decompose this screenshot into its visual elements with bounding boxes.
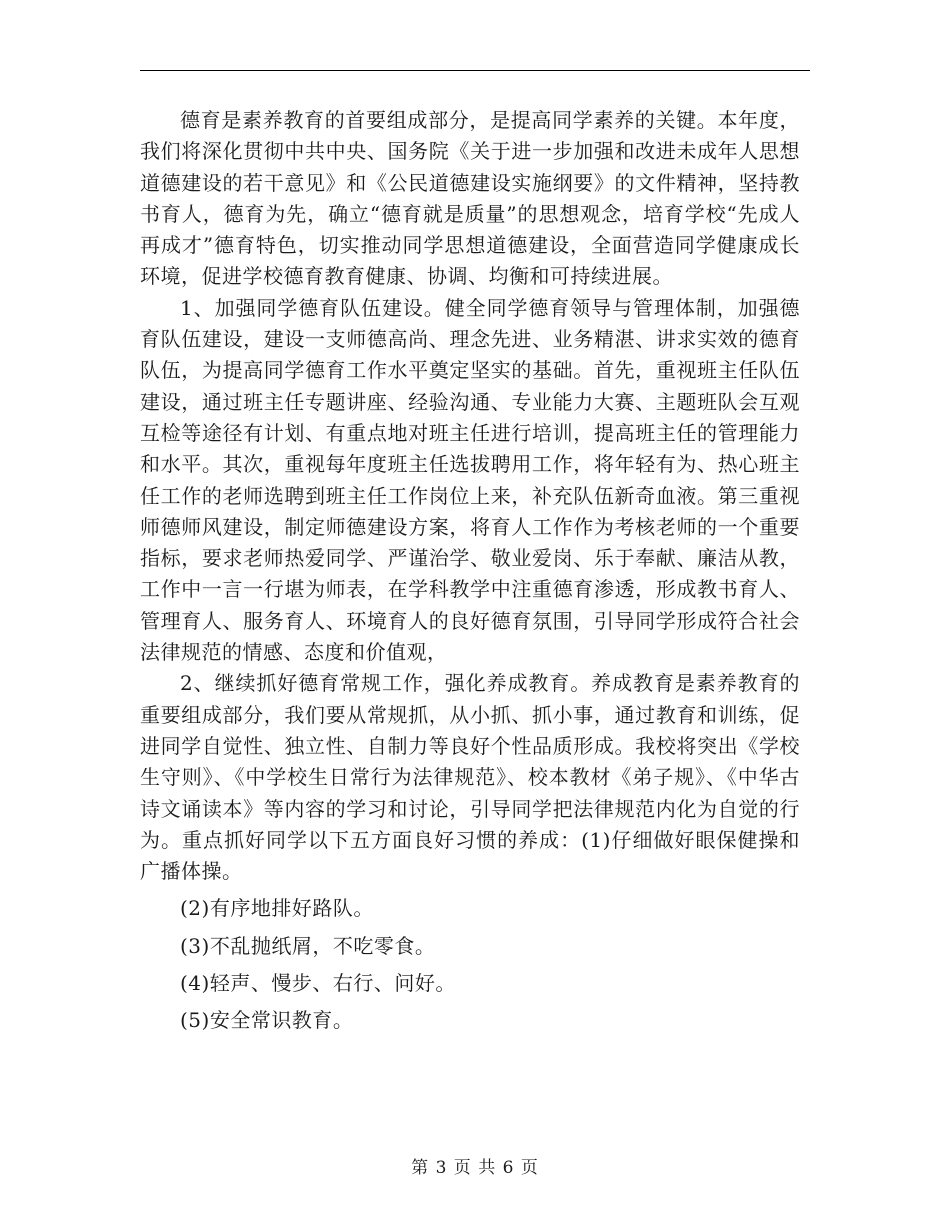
page-number: 第 3 页 共 6 页 [411, 1158, 539, 1178]
habit-item-5: (5)安全常识教育。 [180, 1008, 354, 1033]
document-body [140, 105, 800, 1037]
section-1-paragraph: 1、加强同学德育队伍建设。健全同学德育领导与管理体制，加强德育队伍建设，建设一支师德高尚、理念先进、业务精湛、讲求实效的德育队伍，为提高同学德育工作水平奠定坚实的基础。首先，重视班主任队伍建设，通过班主任专题讲座、经验沟通、专业能力大赛、主题班队会互观互检等途径有计划、有重点地对班主任进行培训，提高班主任的管理能力和水平。其次，重视每年度班主任选拔聘用工作，将年轻有为、热心班主任工作的老师选聘到班主任工作岗位上来，补充队伍新奇血液。第三重视师德师风建设，制定师德建设方案，将育人工作作为考核老师的一个重要指标，要求老师热爱同学、严谨治学、敬业爱岗、乐于奉献、廉洁从教，工作中一言一行堪为师表，在学科教学中注重德育渗透，形成教书育人、管理育人、服务育人、环境育人的良好德育氛围，引导同学形成符合社会法律规范的情感、态度和价值观， [140, 295, 800, 665]
habit-item-4: (4)轻声、慢步、右行、问好。 [180, 971, 456, 996]
intro-paragraph: 德育是素养教育的首要组成部分，是提高同学素养的关键。本年度，我们将深化贯彻中共中央、国务院《关于进一步加强和改进未成年人思想道德建设的若干意见》和《公民道德建设实施纲要》的文件精神，坚持教书育人，德育为先，确立“德育就是质量”的思想观念，培育学校“先成人再成才”德育特色，切实推动同学思想道德建设，全面营造同学健康成长环境，促进学校德育教育健康、协调、均衡和可持续进展。 [140, 108, 800, 289]
header-rule [140, 70, 810, 71]
habit-item-2: (2)有序地排好路队。 [180, 896, 374, 921]
habit-item-3: (3)不乱抛纸屑，不吃零食。 [180, 933, 436, 958]
section-2-paragraph: 2、继续抓好德育常规工作，强化养成教育。养成教育是素养教育的重要组成部分，我们要从常规抓，从小抓、抓小事，通过教育和训练，促进同学自觉性、独立性、自制力等良好个性品质形成。我校将突出《学校生守则》、《中学校生日常行为法律规范》、校本教材《弟子规》、《中华古诗文诵读本》等内容的学习和讨论，引导同学把法律规范内化为自觉的行为。重点抓好同学以下五方面良好习惯的养成：(1)仔细做好眼保健操和广播体操。 [140, 671, 800, 884]
